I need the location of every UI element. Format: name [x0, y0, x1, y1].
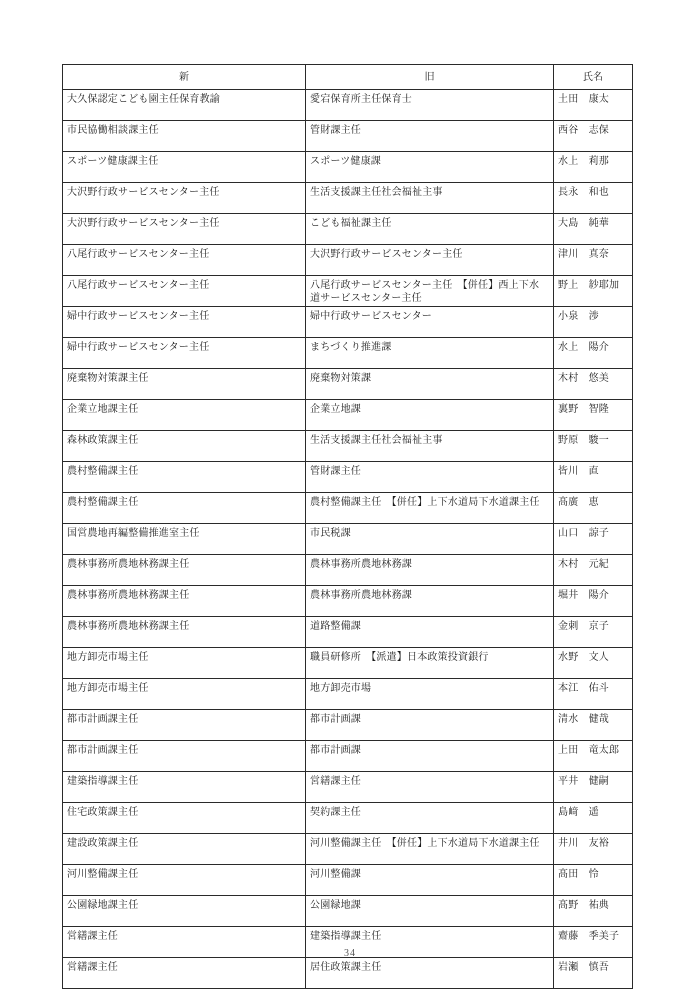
- cell-new: 婦中行政サービスセンター主任: [63, 338, 306, 369]
- cell-old: こども福祉課主任: [306, 214, 554, 245]
- cell-new: 八尾行政サービスセンター主任: [63, 245, 306, 276]
- cell-new: 大沢野行政サービスセンター主任: [63, 183, 306, 214]
- cell-name: 山口 諒子: [554, 524, 633, 555]
- cell-new: 農村整備課主任: [63, 493, 306, 524]
- cell-new: 八尾行政サービスセンター主任: [63, 276, 306, 307]
- cell-name: 岩瀬 慎吾: [554, 958, 633, 989]
- table-row: [63, 648, 633, 679]
- cell-name: 木村 元紀: [554, 555, 633, 586]
- cell-new: 婦中行政サービスセンター主任: [63, 307, 306, 338]
- table-row: [63, 462, 633, 493]
- cell-new: 森林政策課主任: [63, 431, 306, 462]
- table-row: [63, 90, 633, 121]
- cell-new: 地方卸売市場主任: [63, 648, 306, 679]
- cell-new: 営繕課主任: [63, 958, 306, 989]
- table-row: [63, 803, 633, 834]
- cell-old: 営繕課主任: [306, 772, 554, 803]
- table-row: [63, 307, 633, 338]
- cell-old: 都市計画課: [306, 741, 554, 772]
- cell-old: 道路整備課: [306, 617, 554, 648]
- cell-old: スポーツ健康課: [306, 152, 554, 183]
- column-header-old: 旧: [306, 65, 554, 90]
- table-row: [63, 276, 633, 307]
- table-row: [63, 710, 633, 741]
- cell-new: 農林事務所農地林務課主任: [63, 617, 306, 648]
- cell-new: 企業立地課主任: [63, 400, 306, 431]
- cell-name: 金刺 京子: [554, 617, 633, 648]
- table-row: [63, 772, 633, 803]
- table-row: [63, 679, 633, 710]
- cell-name: 野上 紗耶加: [554, 276, 633, 307]
- cell-name: 島﨑 遥: [554, 803, 633, 834]
- cell-old: 建築指導課主任: [306, 927, 554, 958]
- cell-new: スポーツ健康課主任: [63, 152, 306, 183]
- table-row: [63, 121, 633, 152]
- cell-name: 平井 健嗣: [554, 772, 633, 803]
- table-row: [63, 214, 633, 245]
- cell-name: 水上 莉那: [554, 152, 633, 183]
- cell-old: 愛宕保育所主任保育士: [306, 90, 554, 121]
- column-header-new: 新: [63, 65, 306, 90]
- cell-name: 水野 文人: [554, 648, 633, 679]
- cell-name: 大島 純華: [554, 214, 633, 245]
- cell-name: 井川 友裕: [554, 834, 633, 865]
- cell-name: 水上 陽介: [554, 338, 633, 369]
- cell-old: 企業立地課: [306, 400, 554, 431]
- header-row: [63, 65, 633, 90]
- cell-new: 国営農地再編整備推進室主任: [63, 524, 306, 555]
- cell-name: 上田 竜太郎: [554, 741, 633, 772]
- cell-old: 生活支援課主任社会福祉主事: [306, 183, 554, 214]
- table-row: [63, 617, 633, 648]
- cell-old: 八尾行政サービスセンター主任 【併任】西上下水道サービスセンター主任: [306, 276, 554, 307]
- cell-old: 河川整備課主任 【併任】上下水道局下水道課主任: [306, 834, 554, 865]
- cell-new: 農林事務所農地林務課主任: [63, 586, 306, 617]
- table-row: [63, 369, 633, 400]
- cell-name: 清水 健哉: [554, 710, 633, 741]
- table-row: [63, 245, 633, 276]
- cell-old: 婦中行政サービスセンター: [306, 307, 554, 338]
- table-row: [63, 183, 633, 214]
- table-row: [63, 834, 633, 865]
- cell-new: 住宅政策課主任: [63, 803, 306, 834]
- table-body: [63, 90, 633, 989]
- cell-name: 皆川 直: [554, 462, 633, 493]
- cell-old: 公園緑地課: [306, 896, 554, 927]
- cell-old: 地方卸売市場: [306, 679, 554, 710]
- cell-name: 西谷 志保: [554, 121, 633, 152]
- cell-new: 河川整備課主任: [63, 865, 306, 896]
- cell-name: 堀井 陽介: [554, 586, 633, 617]
- cell-new: 農林事務所農地林務課主任: [63, 555, 306, 586]
- table-row: [63, 400, 633, 431]
- cell-old: 生活支援課主任社会福祉主事: [306, 431, 554, 462]
- cell-name: 長永 和也: [554, 183, 633, 214]
- cell-new: 農村整備課主任: [63, 462, 306, 493]
- cell-new: 公園緑地課主任: [63, 896, 306, 927]
- personnel-change-table: [62, 64, 633, 989]
- cell-old: 契約課主任: [306, 803, 554, 834]
- cell-old: 廃棄物対策課: [306, 369, 554, 400]
- table-row: [63, 524, 633, 555]
- table-row: [63, 338, 633, 369]
- cell-name: 野原 駿一: [554, 431, 633, 462]
- cell-name: 津川 真奈: [554, 245, 633, 276]
- cell-old: 職員研修所 【派遣】日本政策投資銀行: [306, 648, 554, 679]
- cell-old: 農林事務所農地林務課: [306, 586, 554, 617]
- table-row: [63, 431, 633, 462]
- table-row: [63, 493, 633, 524]
- cell-new: 市民協働相談課主任: [63, 121, 306, 152]
- table-row: [63, 586, 633, 617]
- cell-name: 齋藤 季美子: [554, 927, 633, 958]
- table-row: [63, 741, 633, 772]
- cell-new: 大久保認定こども園主任保育教諭: [63, 90, 306, 121]
- table-row: [63, 555, 633, 586]
- cell-new: 地方卸売市場主任: [63, 679, 306, 710]
- cell-name: 土田 康太: [554, 90, 633, 121]
- cell-old: 農村整備課主任 【併任】上下水道局下水道課主任: [306, 493, 554, 524]
- cell-old: 農林事務所農地林務課: [306, 555, 554, 586]
- cell-old: 居住政策課主任: [306, 958, 554, 989]
- cell-name: 髙野 祐典: [554, 896, 633, 927]
- cell-name: 髙田 怜: [554, 865, 633, 896]
- cell-old: 河川整備課: [306, 865, 554, 896]
- cell-new: 営繕課主任: [63, 927, 306, 958]
- column-header-name: 氏名: [554, 65, 633, 90]
- cell-old: 市民税課: [306, 524, 554, 555]
- cell-new: 建設政策課主任: [63, 834, 306, 865]
- cell-new: 大沢野行政サービスセンター主任: [63, 214, 306, 245]
- table-row: [63, 896, 633, 927]
- cell-old: 管財課主任: [306, 462, 554, 493]
- cell-name: 本江 佑斗: [554, 679, 633, 710]
- cell-new: 廃棄物対策課主任: [63, 369, 306, 400]
- cell-old: 大沢野行政サービスセンター主任: [306, 245, 554, 276]
- cell-name: 小泉 渉: [554, 307, 633, 338]
- cell-new: 建築指導課主任: [63, 772, 306, 803]
- table-row: [63, 152, 633, 183]
- cell-name: 髙廣 恵: [554, 493, 633, 524]
- cell-new: 都市計画課主任: [63, 741, 306, 772]
- cell-old: まちづくり推進課: [306, 338, 554, 369]
- table-row: [63, 865, 633, 896]
- table-header: [63, 65, 633, 90]
- page-number: 34: [344, 948, 356, 959]
- table-row: [63, 958, 633, 989]
- cell-old: 都市計画課: [306, 710, 554, 741]
- cell-name: 木村 悠美: [554, 369, 633, 400]
- cell-old: 管財課主任: [306, 121, 554, 152]
- cell-new: 都市計画課主任: [63, 710, 306, 741]
- cell-name: 裏野 智隆: [554, 400, 633, 431]
